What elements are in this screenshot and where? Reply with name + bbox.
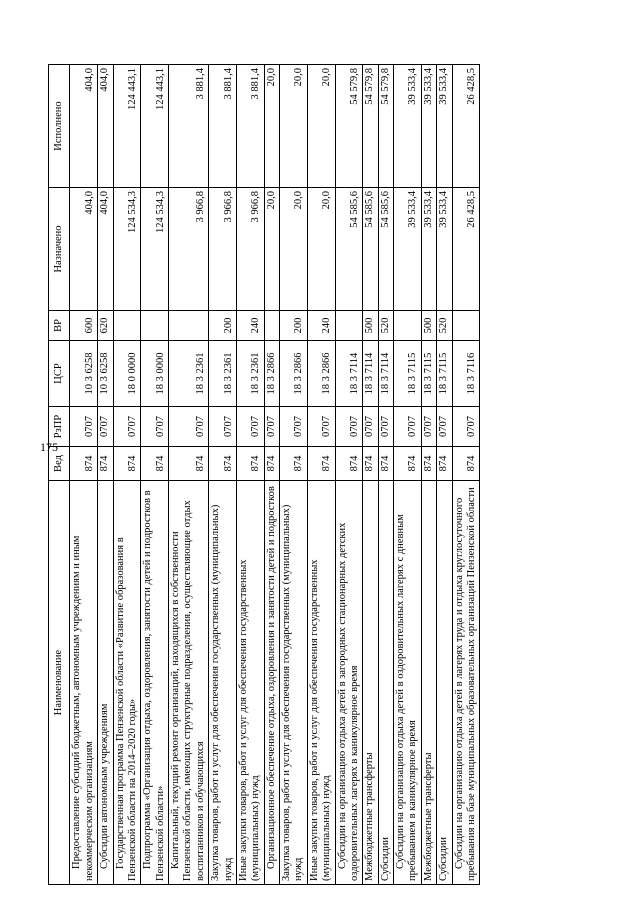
cell-ved-text: 874 [83, 455, 95, 472]
cell-assigned-text: 124 534,3 [126, 191, 138, 233]
cell-name [169, 481, 209, 885]
table-row [437, 65, 452, 885]
cell-name [236, 481, 264, 885]
cell-assigned [394, 188, 422, 311]
column-header-executed: Исполнено [49, 65, 70, 188]
cell-ved [394, 447, 422, 481]
cell-rzpr-text: 0707 [250, 416, 262, 437]
table-row [141, 65, 169, 885]
cell-vr-text: 200 [293, 317, 305, 334]
cell-ved [437, 447, 452, 481]
cell-rzpr-text: 0707 [348, 416, 360, 437]
cell-name-text: Субсидии [438, 836, 450, 881]
cell-ved-text: 874 [465, 455, 477, 472]
cell-executed-text: 3 881,4 [250, 68, 262, 100]
cell-rzpr-text: 0707 [321, 416, 333, 437]
cell-assigned [335, 188, 363, 311]
table-row [394, 65, 422, 885]
table-row [452, 65, 480, 885]
cell-vr [363, 311, 378, 341]
cell-executed [113, 65, 141, 188]
cell-assigned [236, 188, 264, 311]
cell-ved-text: 874 [379, 455, 391, 472]
cell-assigned [378, 188, 393, 311]
cell-assigned-text: 124 534,3 [154, 191, 166, 233]
cell-name-text: Межбюджетные трансферты [364, 752, 376, 881]
cell-rzpr-text: 0707 [99, 416, 111, 437]
cell-name [394, 481, 422, 885]
column-header-assigned: Назначено [49, 188, 70, 311]
cell-name-text: Межбюджетные трансферты [422, 752, 434, 881]
cell-vr [307, 311, 335, 341]
cell-name-text: Предоставление субсидий бюджетным, автономным учреждениям и иным некоммерческим организациям [71, 535, 95, 881]
cell-ved-text: 874 [438, 455, 450, 472]
cell-executed [70, 65, 98, 188]
cell-vr [335, 311, 363, 341]
cell-ved [421, 447, 436, 481]
cell-csr-text: 18 3 0000 [154, 352, 166, 395]
table-row [421, 65, 436, 885]
cell-ved-text: 874 [293, 455, 305, 472]
cell-assigned-text: 404,0 [83, 191, 95, 215]
cell-name-text: Государственная программа Пензенской области «Развитие образования в Пензенской области на 2014–2020 годы» [114, 537, 138, 881]
cell-csr [141, 341, 169, 407]
cell-csr [169, 341, 209, 407]
cell-rzpr [264, 407, 279, 447]
cell-assigned [70, 188, 98, 311]
cell-csr [437, 341, 452, 407]
cell-assigned-text: 3 966,8 [194, 191, 206, 223]
cell-ved-text: 874 [407, 455, 419, 472]
cell-assigned [363, 188, 378, 311]
cell-vr-text: 500 [364, 317, 376, 334]
cell-name-text: Субсидии автономным учреждениям [99, 703, 111, 869]
cell-csr-text: 18 3 2361 [194, 352, 206, 395]
cell-ved-text: 874 [348, 455, 360, 472]
cell-csr [264, 341, 279, 407]
cell-assigned-text: 39 533,4 [438, 191, 450, 228]
cell-executed [363, 65, 378, 188]
cell-name [437, 481, 452, 885]
cell-ved [452, 447, 480, 481]
cell-name-text: Субсидии на организацию отдыха детей в загородных стационарных детских оздоровительных лагерях в каникулярное время [336, 522, 360, 881]
cell-executed-text: 3 881,4 [222, 68, 234, 100]
column-header-vr: ВР [49, 311, 70, 341]
cell-ved-text: 874 [422, 455, 434, 472]
column-header-name: Наименование [49, 481, 70, 885]
cell-ved-text: 874 [250, 455, 262, 472]
cell-assigned-text: 404,0 [99, 191, 111, 215]
cell-csr-text: 18 3 7114 [379, 352, 391, 395]
budget-table [48, 64, 480, 885]
cell-executed [209, 65, 237, 188]
cell-executed [394, 65, 422, 188]
cell-name [280, 481, 308, 885]
cell-ved [280, 447, 308, 481]
cell-rzpr-text: 0707 [154, 416, 166, 437]
cell-vr [236, 311, 264, 341]
cell-assigned-text: 54 585,6 [364, 191, 376, 228]
cell-vr [394, 311, 422, 341]
table-header-row [49, 65, 70, 885]
cell-csr [421, 341, 436, 407]
cell-assigned [452, 188, 480, 311]
column-header-csr: ЦСР [49, 341, 70, 407]
cell-csr-text: 18 3 2866 [293, 352, 305, 395]
cell-csr-text: 18 3 7115 [438, 352, 450, 395]
cell-vr [437, 311, 452, 341]
cell-vr-text: 620 [99, 317, 111, 334]
cell-assigned [98, 188, 113, 311]
cell-csr-text: 18 3 2361 [222, 352, 234, 395]
cell-csr [378, 341, 393, 407]
cell-vr [452, 311, 480, 341]
cell-rzpr-text: 0707 [222, 416, 234, 437]
cell-csr-text: 18 3 7114 [348, 352, 360, 395]
cell-assigned-text: 39 533,4 [422, 191, 434, 228]
cell-csr-text: 18 3 7114 [364, 352, 376, 395]
cell-ved [236, 447, 264, 481]
cell-csr [394, 341, 422, 407]
cell-assigned [280, 188, 308, 311]
cell-rzpr-text: 0707 [293, 416, 305, 437]
cell-executed [437, 65, 452, 188]
cell-ved [113, 447, 141, 481]
cell-name-text: Субсидии на организацию отдыха детей в лагерях труда и отдыха круглосуточного пребывания на базе муниципальных образовательных организаций Пензенской области [453, 487, 477, 881]
cell-executed-text: 404,0 [83, 68, 95, 92]
cell-name-text: Иные закупки товаров, работ и услуг для обеспечения государственных (муниципальных) нужд [237, 559, 262, 881]
cell-assigned-text: 39 533,4 [407, 191, 419, 228]
cell-vr [209, 311, 237, 341]
cell-assigned [264, 188, 279, 311]
cell-csr [363, 341, 378, 407]
cell-csr [307, 341, 335, 407]
cell-vr [70, 311, 98, 341]
cell-vr [421, 311, 436, 341]
table-row [363, 65, 378, 885]
cell-rzpr-text: 0707 [465, 416, 477, 437]
cell-executed [98, 65, 113, 188]
cell-ved-text: 874 [321, 455, 333, 472]
cell-csr [452, 341, 480, 407]
cell-executed [421, 65, 436, 188]
cell-assigned [209, 188, 237, 311]
cell-name [307, 481, 335, 885]
cell-vr [98, 311, 113, 341]
cell-vr-text: 200 [222, 317, 234, 334]
cell-executed [335, 65, 363, 188]
cell-executed-text: 3 881,4 [194, 68, 206, 100]
cell-csr-text: 18 3 7115 [422, 352, 434, 395]
cell-assigned-text: 20,0 [321, 191, 333, 210]
cell-csr-text: 18 3 7115 [407, 352, 419, 395]
cell-executed [264, 65, 279, 188]
cell-name-text: Субсидии на организацию отдыха детей в оздоровительных лагерях с дневным пребыванием в каникулярное время [395, 514, 419, 881]
cell-csr [335, 341, 363, 407]
cell-ved [307, 447, 335, 481]
cell-rzpr-text: 0707 [407, 416, 419, 437]
cell-assigned [141, 188, 169, 311]
cell-rzpr [113, 407, 141, 447]
cell-vr [280, 311, 308, 341]
cell-csr [113, 341, 141, 407]
cell-rzpr [169, 407, 209, 447]
cell-executed [378, 65, 393, 188]
cell-rzpr [70, 407, 98, 447]
cell-csr-text: 10 3 6258 [99, 352, 111, 395]
cell-rzpr [394, 407, 422, 447]
table-row [378, 65, 393, 885]
cell-assigned-text: 54 585,6 [348, 191, 360, 228]
cell-ved [209, 447, 237, 481]
cell-name [452, 481, 480, 885]
cell-rzpr-text: 0707 [265, 416, 277, 437]
cell-executed-text: 39 533,4 [407, 68, 419, 105]
table-row [280, 65, 308, 885]
cell-name [113, 481, 141, 885]
cell-ved [363, 447, 378, 481]
cell-csr [209, 341, 237, 407]
rotated-page-content [48, 15, 626, 885]
cell-executed [141, 65, 169, 188]
cell-name-text: Организационное обеспечение отдыха, оздоровления и занятости детей и подростков [265, 486, 277, 869]
cell-rzpr-text: 0707 [422, 416, 434, 437]
cell-ved [335, 447, 363, 481]
cell-name [335, 481, 363, 885]
cell-assigned [437, 188, 452, 311]
cell-ved-text: 874 [99, 455, 111, 472]
cell-ved-text: 874 [265, 455, 277, 472]
cell-vr [264, 311, 279, 341]
cell-csr [280, 341, 308, 407]
cell-executed-text: 20,0 [321, 68, 333, 87]
cell-ved [264, 447, 279, 481]
cell-ved-text: 874 [364, 455, 376, 472]
cell-executed [236, 65, 264, 188]
cell-name [209, 481, 237, 885]
cell-ved-text: 874 [194, 455, 206, 472]
cell-ved-text: 874 [222, 455, 234, 472]
cell-executed-text: 54 579,8 [364, 68, 376, 105]
cell-ved-text: 874 [154, 455, 166, 472]
cell-rzpr [363, 407, 378, 447]
table-row [307, 65, 335, 885]
cell-csr-text: 18 3 2866 [265, 352, 277, 395]
cell-executed-text: 20,0 [265, 68, 277, 87]
cell-rzpr-text: 0707 [438, 416, 450, 437]
cell-executed [169, 65, 209, 188]
cell-name [421, 481, 436, 885]
cell-rzpr [280, 407, 308, 447]
page-number: 175 [40, 440, 58, 454]
cell-rzpr [209, 407, 237, 447]
cell-assigned [421, 188, 436, 311]
cell-vr-text: 600 [83, 317, 95, 334]
cell-name [363, 481, 378, 885]
cell-assigned-text: 20,0 [265, 191, 277, 210]
cell-rzpr [437, 407, 452, 447]
table-row [98, 65, 113, 885]
cell-name [264, 481, 279, 885]
cell-ved [70, 447, 98, 481]
cell-csr [98, 341, 113, 407]
table-body [70, 65, 480, 885]
cell-rzpr-text: 0707 [126, 416, 138, 437]
cell-rzpr-text: 0707 [379, 416, 391, 437]
table-row [70, 65, 98, 885]
cell-rzpr [378, 407, 393, 447]
cell-csr [236, 341, 264, 407]
cell-ved [169, 447, 209, 481]
cell-rzpr-text: 0707 [83, 416, 95, 437]
cell-name-text: Подпрограмма «Организация отдыха, оздоровления, занятости детей и подростков в Пензенской области» [142, 490, 166, 881]
cell-csr [70, 341, 98, 407]
cell-csr-text: 18 0 0000 [126, 352, 138, 395]
cell-rzpr [307, 407, 335, 447]
cell-vr-text: 520 [379, 317, 391, 334]
cell-vr [378, 311, 393, 341]
cell-executed-text: 124 443,1 [154, 68, 166, 110]
cell-vr-text: 520 [438, 317, 450, 334]
cell-name [378, 481, 393, 885]
table-row [169, 65, 209, 885]
cell-assigned-text: 20,0 [293, 191, 305, 210]
cell-assigned [113, 188, 141, 311]
cell-name-text: Капитальный, текущий ремонт организаций, находящихся в собственности Пензенской области, имеющих структурные подразделения, осуществляющие отдых воспитанников и обучающихся [170, 500, 206, 881]
cell-name-text: Иные закупки товаров, работ и услуг для обеспечения государственных (муниципальных) нужд [308, 559, 333, 881]
table-row [113, 65, 141, 885]
cell-csr-text: 18 3 2361 [250, 352, 262, 395]
column-header-rzpr: РзПР [49, 407, 70, 447]
table-row [335, 65, 363, 885]
cell-vr-text: 240 [321, 317, 333, 334]
cell-rzpr [236, 407, 264, 447]
cell-assigned [307, 188, 335, 311]
cell-ved [378, 447, 393, 481]
cell-rzpr-text: 0707 [364, 416, 376, 437]
cell-csr-text: 18 3 7116 [465, 352, 477, 395]
cell-name [98, 481, 113, 885]
cell-vr [141, 311, 169, 341]
cell-executed-text: 39 533,4 [438, 68, 450, 105]
cell-executed [280, 65, 308, 188]
cell-rzpr [452, 407, 480, 447]
cell-executed-text: 54 579,8 [348, 68, 360, 105]
cell-assigned [169, 188, 209, 311]
cell-name-text: Субсидии [379, 836, 391, 881]
cell-rzpr [141, 407, 169, 447]
cell-executed-text: 54 579,8 [379, 68, 391, 105]
cell-ved [98, 447, 113, 481]
cell-ved [141, 447, 169, 481]
table-row [264, 65, 279, 885]
cell-csr-text: 18 3 2866 [321, 352, 333, 395]
cell-rzpr [421, 407, 436, 447]
table-row [236, 65, 264, 885]
cell-vr-text: 500 [422, 317, 434, 334]
cell-rzpr-text: 0707 [194, 416, 206, 437]
cell-executed [452, 65, 480, 188]
cell-executed-text: 20,0 [293, 68, 305, 87]
cell-vr [113, 311, 141, 341]
cell-name [141, 481, 169, 885]
cell-executed-text: 124 443,1 [126, 68, 138, 110]
cell-executed-text: 39 533,4 [422, 68, 434, 105]
cell-vr [169, 311, 209, 341]
cell-executed-text: 404,0 [99, 68, 111, 92]
cell-assigned-text: 3 966,8 [250, 191, 262, 223]
cell-vr-text: 240 [250, 317, 262, 334]
column-header-ved: Вед [49, 447, 70, 481]
cell-csr-text: 10 3 6258 [83, 352, 95, 395]
cell-ved-text: 874 [126, 455, 138, 472]
cell-assigned-text: 26 428,5 [465, 191, 477, 228]
cell-name-text: Закупка товаров, работ и услуг для обеспечения государственных (муниципальных) нужд [210, 504, 234, 881]
cell-assigned-text: 3 966,8 [222, 191, 234, 223]
cell-rzpr [98, 407, 113, 447]
cell-executed [307, 65, 335, 188]
cell-name [70, 481, 98, 885]
cell-executed-text: 26 428,5 [465, 68, 477, 105]
cell-assigned-text: 54 585,6 [379, 191, 391, 228]
cell-name-text: Закупка товаров, работ и услуг для обеспечения государственных (муниципальных) нужд [281, 504, 305, 881]
table-row [209, 65, 237, 885]
cell-rzpr [335, 407, 363, 447]
